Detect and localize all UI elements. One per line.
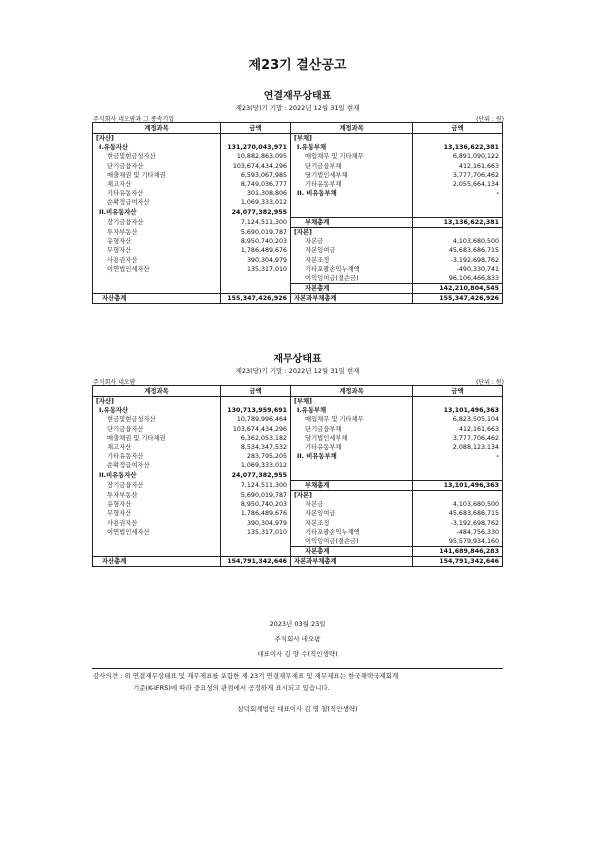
- table-row: [93, 509, 503, 518]
- table-row: [93, 518, 503, 527]
- liability-equity-account-label: [부채]: [291, 397, 413, 407]
- separate-period: 제23(당)기 기말 : 2022년 12월 31일 현재: [235, 367, 360, 375]
- liability-equity-amount: [413, 461, 503, 470]
- asset-total-label: 자산총계: [93, 557, 221, 567]
- asset-account-label: 무형자산: [107, 247, 132, 255]
- liability-equity-account-label: [291, 471, 413, 481]
- asset-total-amount: 155,347,426,926: [221, 294, 291, 304]
- asset-account-label: [자산]: [96, 135, 114, 143]
- column-header: 계정과목: [93, 386, 221, 397]
- table-row: [93, 406, 503, 415]
- asset-amount: 6,593,067,985: [221, 171, 291, 180]
- column-header: 금액: [221, 386, 291, 397]
- asset-amount: [221, 284, 291, 294]
- asset-account-label: I.유동자산: [99, 144, 129, 152]
- asset-account-label: 무형자산: [107, 510, 132, 518]
- liability-equity-account-label: 부채총계: [291, 480, 413, 490]
- consolidated-unit: (단위 : 원): [476, 116, 504, 123]
- asset-account-label: 사용권자산: [107, 519, 138, 527]
- asset-account-label: 순확정급여자산: [107, 199, 150, 207]
- table-row: [93, 480, 503, 490]
- asset-account-label: 사용권자산: [107, 256, 138, 264]
- asset-account-label: I.유동자산: [99, 407, 129, 415]
- asset-account-label: 매출채권 및 기타채권: [107, 171, 166, 179]
- asset-account-label: 재고자산: [107, 181, 132, 189]
- asset-amount: 1,069,333,012: [221, 198, 291, 207]
- asset-amount: 5,690,019,787: [221, 490, 291, 500]
- table-row: [93, 198, 503, 207]
- column-header: 금액: [413, 386, 503, 397]
- table-row: [93, 143, 503, 152]
- column-header: 계정과목: [291, 386, 413, 397]
- table-row: [93, 528, 503, 537]
- asset-amount: 390,304,979: [221, 255, 291, 264]
- asset-account-label: 투자부동산: [107, 491, 138, 499]
- table-row: [93, 537, 503, 547]
- audit-opinion-line-1: 감사의견 : 위 연결재무상태표 및 재무제표를 포함한 제 23기 연결재무제표 및 재무제표는 한국채택국제회계: [93, 672, 399, 680]
- table-row: [93, 443, 503, 452]
- liability-equity-account-label: 단기금융부채: [291, 162, 413, 171]
- asset-amount: 131,270,043,971: [221, 143, 291, 152]
- liability-equity-amount: 412,161,663: [413, 425, 503, 434]
- footer-company: 주식회사 네오팜: [274, 635, 321, 643]
- asset-amount: [221, 134, 291, 144]
- asset-amount: 1,786,489,676: [221, 246, 291, 255]
- consolidated-balance-sheet-table: [92, 122, 503, 304]
- asset-amount: 8,950,740,203: [221, 500, 291, 509]
- table-row: [93, 500, 503, 509]
- liability-equity-amount: 96,106,466,833: [413, 274, 503, 284]
- table-header-row: [93, 123, 503, 134]
- asset-account-label: 장기금융자산: [107, 481, 144, 489]
- liability-equity-total-amount: 154,791,342,646: [413, 557, 503, 567]
- asset-account-label: 이연법인세자산: [107, 265, 150, 273]
- liability-equity-account-label: 자본금: [291, 500, 413, 509]
- liability-equity-total-amount: 155,347,426,926: [413, 294, 503, 304]
- asset-amount: 301,308,806: [221, 189, 291, 198]
- asset-amount: 5,690,019,787: [221, 227, 291, 237]
- liability-equity-amount: [413, 397, 503, 407]
- table-row: [93, 246, 503, 255]
- asset-account-label: 투자부동산: [107, 228, 138, 236]
- asset-amount: 130,713,959,691: [221, 406, 291, 415]
- liability-equity-amount: [413, 471, 503, 481]
- liability-equity-account-label: I.유동부채: [291, 406, 413, 415]
- liability-equity-account-label: 당기법인세부채: [291, 171, 413, 180]
- liability-equity-account-label: II. 비유동부채: [291, 189, 413, 198]
- asset-account-label: 기타유동자산: [107, 190, 144, 198]
- asset-total-amount: 154,791,342,646: [221, 557, 291, 567]
- table-row: [93, 152, 503, 161]
- asset-account-label: [93, 284, 221, 294]
- table-row: [93, 265, 503, 274]
- liability-equity-account-label: [291, 461, 413, 470]
- table-row: [93, 434, 503, 443]
- consolidated-company: 주식회사 네오팜과 그 종속기업: [93, 116, 175, 123]
- liability-equity-account-label: 자본조정: [291, 255, 413, 264]
- liability-equity-account-label: 자본잉여금: [291, 509, 413, 518]
- liability-equity-account-label: 단기금융부채: [291, 425, 413, 434]
- divider: [92, 668, 503, 669]
- total-row: [93, 294, 503, 304]
- liability-equity-account-label: 자본금: [291, 237, 413, 246]
- asset-amount: 1,069,333,012: [221, 461, 291, 470]
- asset-account-label: [자산]: [96, 398, 114, 406]
- table-row: [93, 547, 503, 557]
- asset-amount: 10,882,863,095: [221, 152, 291, 161]
- liability-equity-account-label: 부채총계: [291, 217, 413, 227]
- separate-title: 재무상태표: [273, 354, 322, 365]
- asset-amount: [221, 537, 291, 547]
- liability-equity-amount: 2,055,664,134: [413, 180, 503, 189]
- liability-equity-total-label: 자본과부채총계: [291, 294, 413, 304]
- asset-account-label: 유형자산: [107, 501, 132, 509]
- liability-equity-account-label: I.유동부채: [291, 143, 413, 152]
- audit-opinion: [93, 670, 503, 694]
- liability-equity-account-label: 매입채무 및 기타채무: [291, 152, 413, 161]
- liability-equity-account-label: 매입채무 및 기타채무: [291, 415, 413, 424]
- liability-equity-amount: 142,210,804,545: [413, 284, 503, 294]
- separate-balance-sheet-table: [92, 385, 503, 567]
- asset-account-label: 순확정급여자산: [107, 462, 150, 470]
- liability-equity-amount: [413, 490, 503, 500]
- asset-amount: 24,077,382,955: [221, 471, 291, 481]
- liability-equity-account-label: [291, 198, 413, 207]
- table-row: [93, 274, 503, 284]
- asset-amount: 135,317,010: [221, 265, 291, 274]
- asset-total-label: 자산총계: [93, 294, 221, 304]
- asset-account-label: [93, 274, 221, 284]
- liability-equity-account-label: 기타포괄손익누계액: [291, 265, 413, 274]
- liability-equity-amount: [413, 227, 503, 237]
- liability-equity-amount: 13,136,622,381: [413, 143, 503, 152]
- liability-equity-amount: -484,756,330: [413, 528, 503, 537]
- asset-account-label: 유형자산: [107, 238, 132, 246]
- liability-equity-account-label: 자본총계: [291, 284, 413, 294]
- liability-equity-amount: -490,330,741: [413, 265, 503, 274]
- asset-account-label: II.비유동자산: [99, 471, 137, 479]
- liability-equity-account-label: 당기법인세부채: [291, 434, 413, 443]
- asset-account-label: 단기금융자산: [107, 162, 144, 170]
- liability-equity-account-label: 이익잉여금(결손금): [291, 537, 413, 547]
- asset-amount: 10,789,996,464: [221, 415, 291, 424]
- liability-equity-account-label: 자본조정: [291, 518, 413, 527]
- liability-equity-amount: [413, 208, 503, 218]
- asset-amount: [221, 274, 291, 284]
- column-header: 금액: [413, 123, 503, 134]
- asset-account-label: [93, 547, 221, 557]
- table-row: [93, 425, 503, 434]
- liability-equity-amount: 4,103,680,500: [413, 500, 503, 509]
- consolidated-title: 연결재무상태표: [263, 91, 332, 102]
- separate-company: 주식회사 네오팜: [93, 379, 136, 386]
- asset-account-label: 매출채권 및 기타채권: [107, 434, 166, 442]
- table-row: [93, 180, 503, 189]
- asset-account-label: 장기금융자산: [107, 218, 144, 226]
- table-row: [93, 237, 503, 246]
- liability-equity-amount: -3,192,698,762: [413, 518, 503, 527]
- asset-amount: 103,674,434,296: [221, 162, 291, 171]
- separate-unit: (단위 : 원): [476, 379, 504, 386]
- liability-equity-amount: 13,101,496,363: [413, 480, 503, 490]
- liability-equity-amount: 4,103,680,500: [413, 237, 503, 246]
- table-row: [93, 162, 503, 171]
- liability-equity-amount: 45,683,686,715: [413, 246, 503, 255]
- auditor: 삼덕회계법인 대표이사 김 명 철(직인생략): [237, 705, 358, 713]
- column-header: 계정과목: [93, 123, 221, 134]
- liability-equity-account-label: [자본]: [291, 227, 413, 237]
- asset-account-label: [93, 537, 221, 547]
- total-row: [93, 557, 503, 567]
- table-row: [93, 217, 503, 227]
- liability-equity-account-label: 이익잉여금(결손금): [291, 274, 413, 284]
- liability-equity-amount: 2,088,123,134: [413, 443, 503, 452]
- liability-equity-account-label: 기타포괄손익누계액: [291, 528, 413, 537]
- table-row: [93, 415, 503, 424]
- liability-equity-amount: -: [413, 452, 503, 461]
- asset-amount: 8,534,347,532: [221, 443, 291, 452]
- table-row: [93, 490, 503, 500]
- audit-opinion-line-2: 기준(K-IFRS)에 따라 중요성의 관점에서 공정하게 표시되고 있습니다.: [133, 684, 330, 692]
- liability-equity-total-label: 자본과부채총계: [291, 557, 413, 567]
- asset-account-label: II.비유동자산: [99, 208, 137, 216]
- asset-amount: [221, 547, 291, 557]
- liability-equity-amount: [413, 198, 503, 207]
- asset-amount: 283,795,205: [221, 452, 291, 461]
- liability-equity-amount: 13,101,496,363: [413, 406, 503, 415]
- announcement-date: 2023년 03월 23일: [269, 620, 326, 628]
- asset-amount: 390,304,979: [221, 518, 291, 527]
- column-header: 계정과목: [291, 123, 413, 134]
- asset-amount: 1,786,489,676: [221, 509, 291, 518]
- liability-equity-amount: [413, 134, 503, 144]
- asset-amount: 7,124,511,300: [221, 480, 291, 490]
- asset-account-label: 단기금융자산: [107, 425, 144, 433]
- asset-amount: [221, 397, 291, 407]
- liability-equity-amount: 13,136,622,381: [413, 217, 503, 227]
- table-row: [93, 189, 503, 198]
- liability-equity-amount: 3,777,706,462: [413, 171, 503, 180]
- liability-equity-amount: 95,579,934,160: [413, 537, 503, 547]
- document-title: 제23기 결산공고: [248, 58, 347, 73]
- asset-amount: 8,749,036,777: [221, 180, 291, 189]
- asset-account-label: 이연법인세자산: [107, 528, 150, 536]
- asset-amount: 24,077,382,955: [221, 208, 291, 218]
- asset-amount: 6,362,053,182: [221, 434, 291, 443]
- table-row: [93, 397, 503, 407]
- liability-equity-amount: -3,192,698,762: [413, 255, 503, 264]
- asset-amount: 103,674,434,296: [221, 425, 291, 434]
- liability-equity-account-label: [부채]: [291, 134, 413, 144]
- table-row: [93, 255, 503, 264]
- asset-amount: 7,124,511,300: [221, 217, 291, 227]
- asset-account-label: 현금및현금성자산: [107, 153, 156, 161]
- liability-equity-amount: 45,683,686,715: [413, 509, 503, 518]
- asset-amount: 135,317,010: [221, 528, 291, 537]
- liability-equity-amount: 3,777,706,462: [413, 434, 503, 443]
- column-header: 금액: [221, 123, 291, 134]
- table-row: [93, 134, 503, 144]
- liability-equity-amount: 412,161,663: [413, 162, 503, 171]
- liability-equity-amount: 141,689,846,283: [413, 547, 503, 557]
- liability-equity-amount: -: [413, 189, 503, 198]
- liability-equity-account-label: 기타유동부채: [291, 180, 413, 189]
- table-row: [93, 461, 503, 470]
- table-row: [93, 284, 503, 294]
- table-header-row: [93, 386, 503, 397]
- liability-equity-account-label: 자본잉여금: [291, 246, 413, 255]
- table-row: [93, 208, 503, 218]
- liability-equity-account-label: II. 비유동부채: [291, 452, 413, 461]
- asset-account-label: 현금및현금성자산: [107, 416, 156, 424]
- footer-ceo: 대표이사 김 양 수(직인생략): [257, 650, 338, 658]
- liability-equity-amount: 6,823,505,104: [413, 415, 503, 424]
- asset-account-label: 재고자산: [107, 444, 132, 452]
- liability-equity-account-label: 자본총계: [291, 547, 413, 557]
- liability-equity-account-label: [자본]: [291, 490, 413, 500]
- table-row: [93, 171, 503, 180]
- asset-amount: 8,950,740,203: [221, 237, 291, 246]
- asset-account-label: 기타유동자산: [107, 453, 144, 461]
- consolidated-period: 제23(당)기 기말 : 2022년 12월 31일 현재: [235, 104, 360, 112]
- table-row: [93, 452, 503, 461]
- liability-equity-account-label: [291, 208, 413, 218]
- table-row: [93, 227, 503, 237]
- liability-equity-account-label: 기타유동부채: [291, 443, 413, 452]
- liability-equity-amount: 6,891,090,122: [413, 152, 503, 161]
- table-row: [93, 471, 503, 481]
